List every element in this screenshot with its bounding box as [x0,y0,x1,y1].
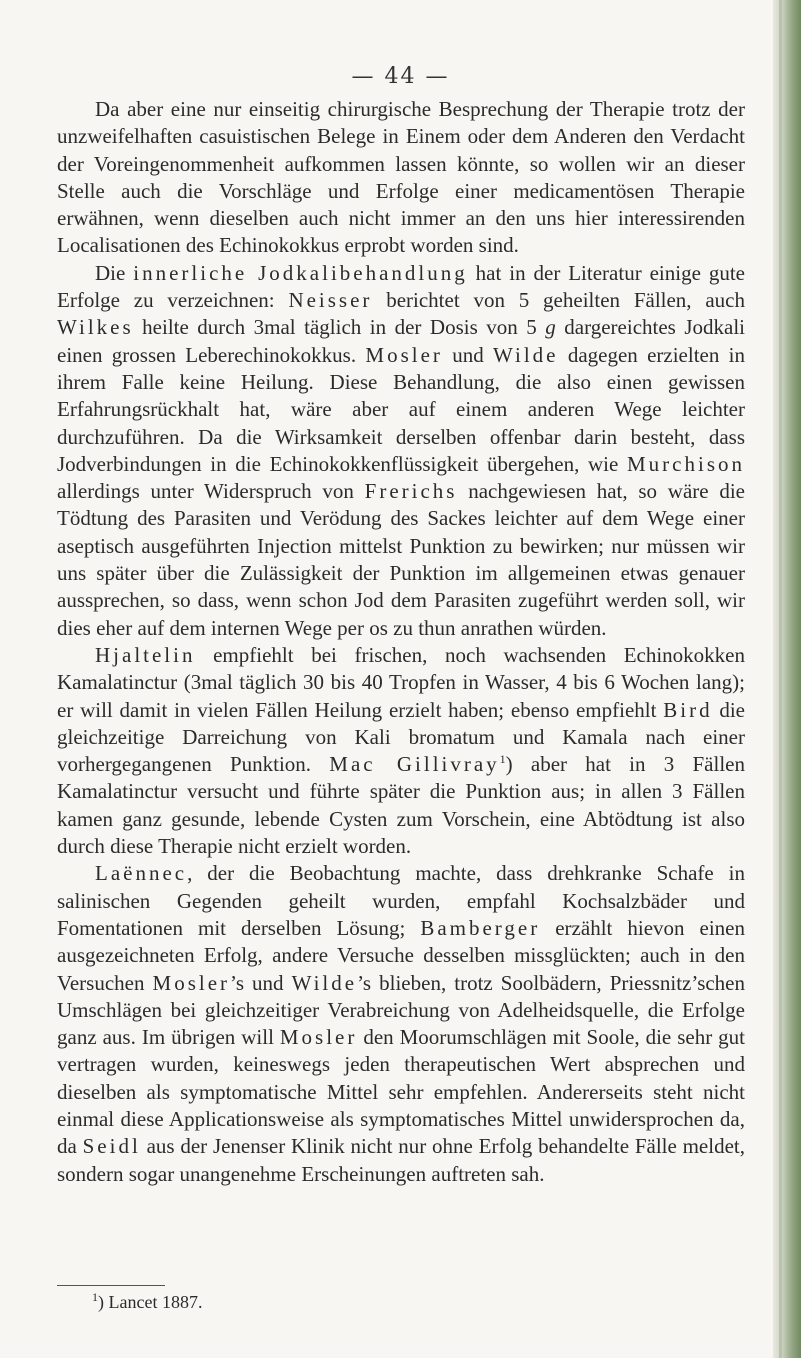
author-name: Mosler [365,342,443,367]
author-name: Bird [663,697,713,722]
text-segment: dagegen erzielten in ihrem Falle keine Heilung. Diese Behandlung, die also einen gewissen Erfahrungsrückhalt hat, wäre aber auf einem anderen Wege leichter durchzuführen. Da die Wirksamkeit derselben offenbar darin besteht, dass Jodverbindungen in die Echinokokkenflüssigkeit übergehen, wie [57,342,746,476]
footnote [92,1292,202,1313]
author-name: Seidl [82,1134,141,1159]
text-segment: Die [95,260,134,285]
footnote-text: ) Lancet 1887. [98,1292,203,1312]
text-segment: heilte durch 3mal täglich in der Dosis von 5 [133,315,546,340]
text-segment: nachgewiesen hat, so wäre die Tödtung des Parasiten und Verödung des Sackes leichter auf dem Wege einer aseptisch ausgeführten Injection mittelst Punktion zu bewirken; nur müssen wir uns später über die Zulässigkeit der Punktion im allgemeinen etwas genauer aussprechen, so dass, wenn schon Jod dem Parasiten zugeführt werden soll, wir dies eher auf dem internen Wege per os zu thun anrathen würden. [57,479,745,640]
footnote-ref: 1 [499,752,506,767]
page-number: — 44 — [351,64,450,89]
text-segment: , der die Beobachtung machte, dass drehkranke Schafe in salinischen Gegenden geheilt wurden, empfahl Kochsalzbäder und Fomentationen mit derselben Lösung; [57,861,745,940]
body-text [57,96,745,1188]
text-segment: den Moorumschlägen mit Soole, die sehr gut vertragen wurden, keineswegs jeden therapeutischen Wert absprechen und dieselben als symptomatische Mittel sehr empfehlen. Andererseits steht nicht einmal diese Applicationsweise als symptomatisches Mittel unwidersprochen da, da [57,1025,746,1159]
author-name: Wilde [291,970,358,995]
text-segment: ) aber hat in 3 Fällen Kamalatinctur versucht und führte später die Punktion aus; in allen 3 Fällen kamen ganz gesunde, lebende Cysten zum Vorschein, eine Abtödtung ist also durch diese Therapie nicht erzielt worden. [57,752,745,859]
author-name: Laënnec [95,861,188,886]
text-segment: Da aber eine nur einseitig chirurgische Besprechung der Therapie trotz der unzweifelhaften casuistischen Belege in Einem oder dem Anderen den Verdacht der Voreingenommenheit aufkommen lassen könnte, so wollen wir an dieser Stelle auch die Vorschläge und Erfolge einer medicamentösen Therapie erwähnen, wenn dieselben auch nicht immer an den uns hier interessirenden Localisationen des Echinokokkus erprobt worden sind. [57,97,745,258]
author-name: Mosler [152,970,231,995]
text-segment: dargereichtes Jodkali einen grossen Leberechinokokkus. [57,315,746,367]
text-segment: aus der Jenenser Klinik nicht nur ohne Erfolg behandelte Fälle meldet, sondern sogar unangenehme Erscheinungen auftreten sah. [57,1134,745,1186]
paragraph-1 [57,96,745,260]
text-segment: ’s blieben, trotz Soolbädern, Priessnitz’schen Umschlägen bei gleichzeitiger Verabreichung von Adelheidsquelle, die Erfolge ganz aus. Im übrigen will [57,970,746,1050]
footnote-rule [57,1285,165,1286]
unit-symbol: g [545,315,556,340]
author-name: Wilkes [57,315,134,340]
author-name: Neisser [288,288,373,313]
text-segment: hat in der Literatur einige gute Erfolge zu verzeichnen: [57,260,745,313]
author-name: Mosler [279,1025,358,1050]
spaced-term: innerliche Jodkalibehandlung [133,260,468,285]
text-segment: ’s und [230,970,292,995]
author-name: Murchison [627,451,745,476]
text-segment: und [442,342,494,367]
author-name: Hjaltelin [95,642,196,667]
text-segment: erzählt hievon einen ausgezeichneten Erfolg, andere Versuche desselben missglückten; auch in den Versuchen [57,915,746,995]
paragraph-2 [57,260,745,642]
text-segment: empfiehlt bei frischen, noch wachsenden Echinokokken Kamalatinctur (3mal täglich 30 bis 40 Tropfen in Wasser, 4 bis 6 Wochen lang); er will damit in vielen Fällen Heilung erzielt haben; ebenso empfiehlt [57,642,745,722]
author-name: Frerichs [364,479,458,504]
paragraph-4 [57,860,745,1188]
text-segment: die gleichzeitige Darreichung von Kali bromatum und Kamala nach einer vorhergegangenen Punktion. [57,697,745,777]
author-name: Wilde [493,342,559,367]
footnote-mark: 1 [92,1290,98,1304]
author-name: Bamberger [420,915,541,940]
page-edge [773,0,801,1358]
author-name: Mac Gillivray [329,752,500,777]
paragraph-3 [57,642,745,860]
text-segment: berichtet von 5 geheilten Fällen, auch [372,288,745,313]
text-segment: allerdings unter Widerspruch von [57,479,365,504]
